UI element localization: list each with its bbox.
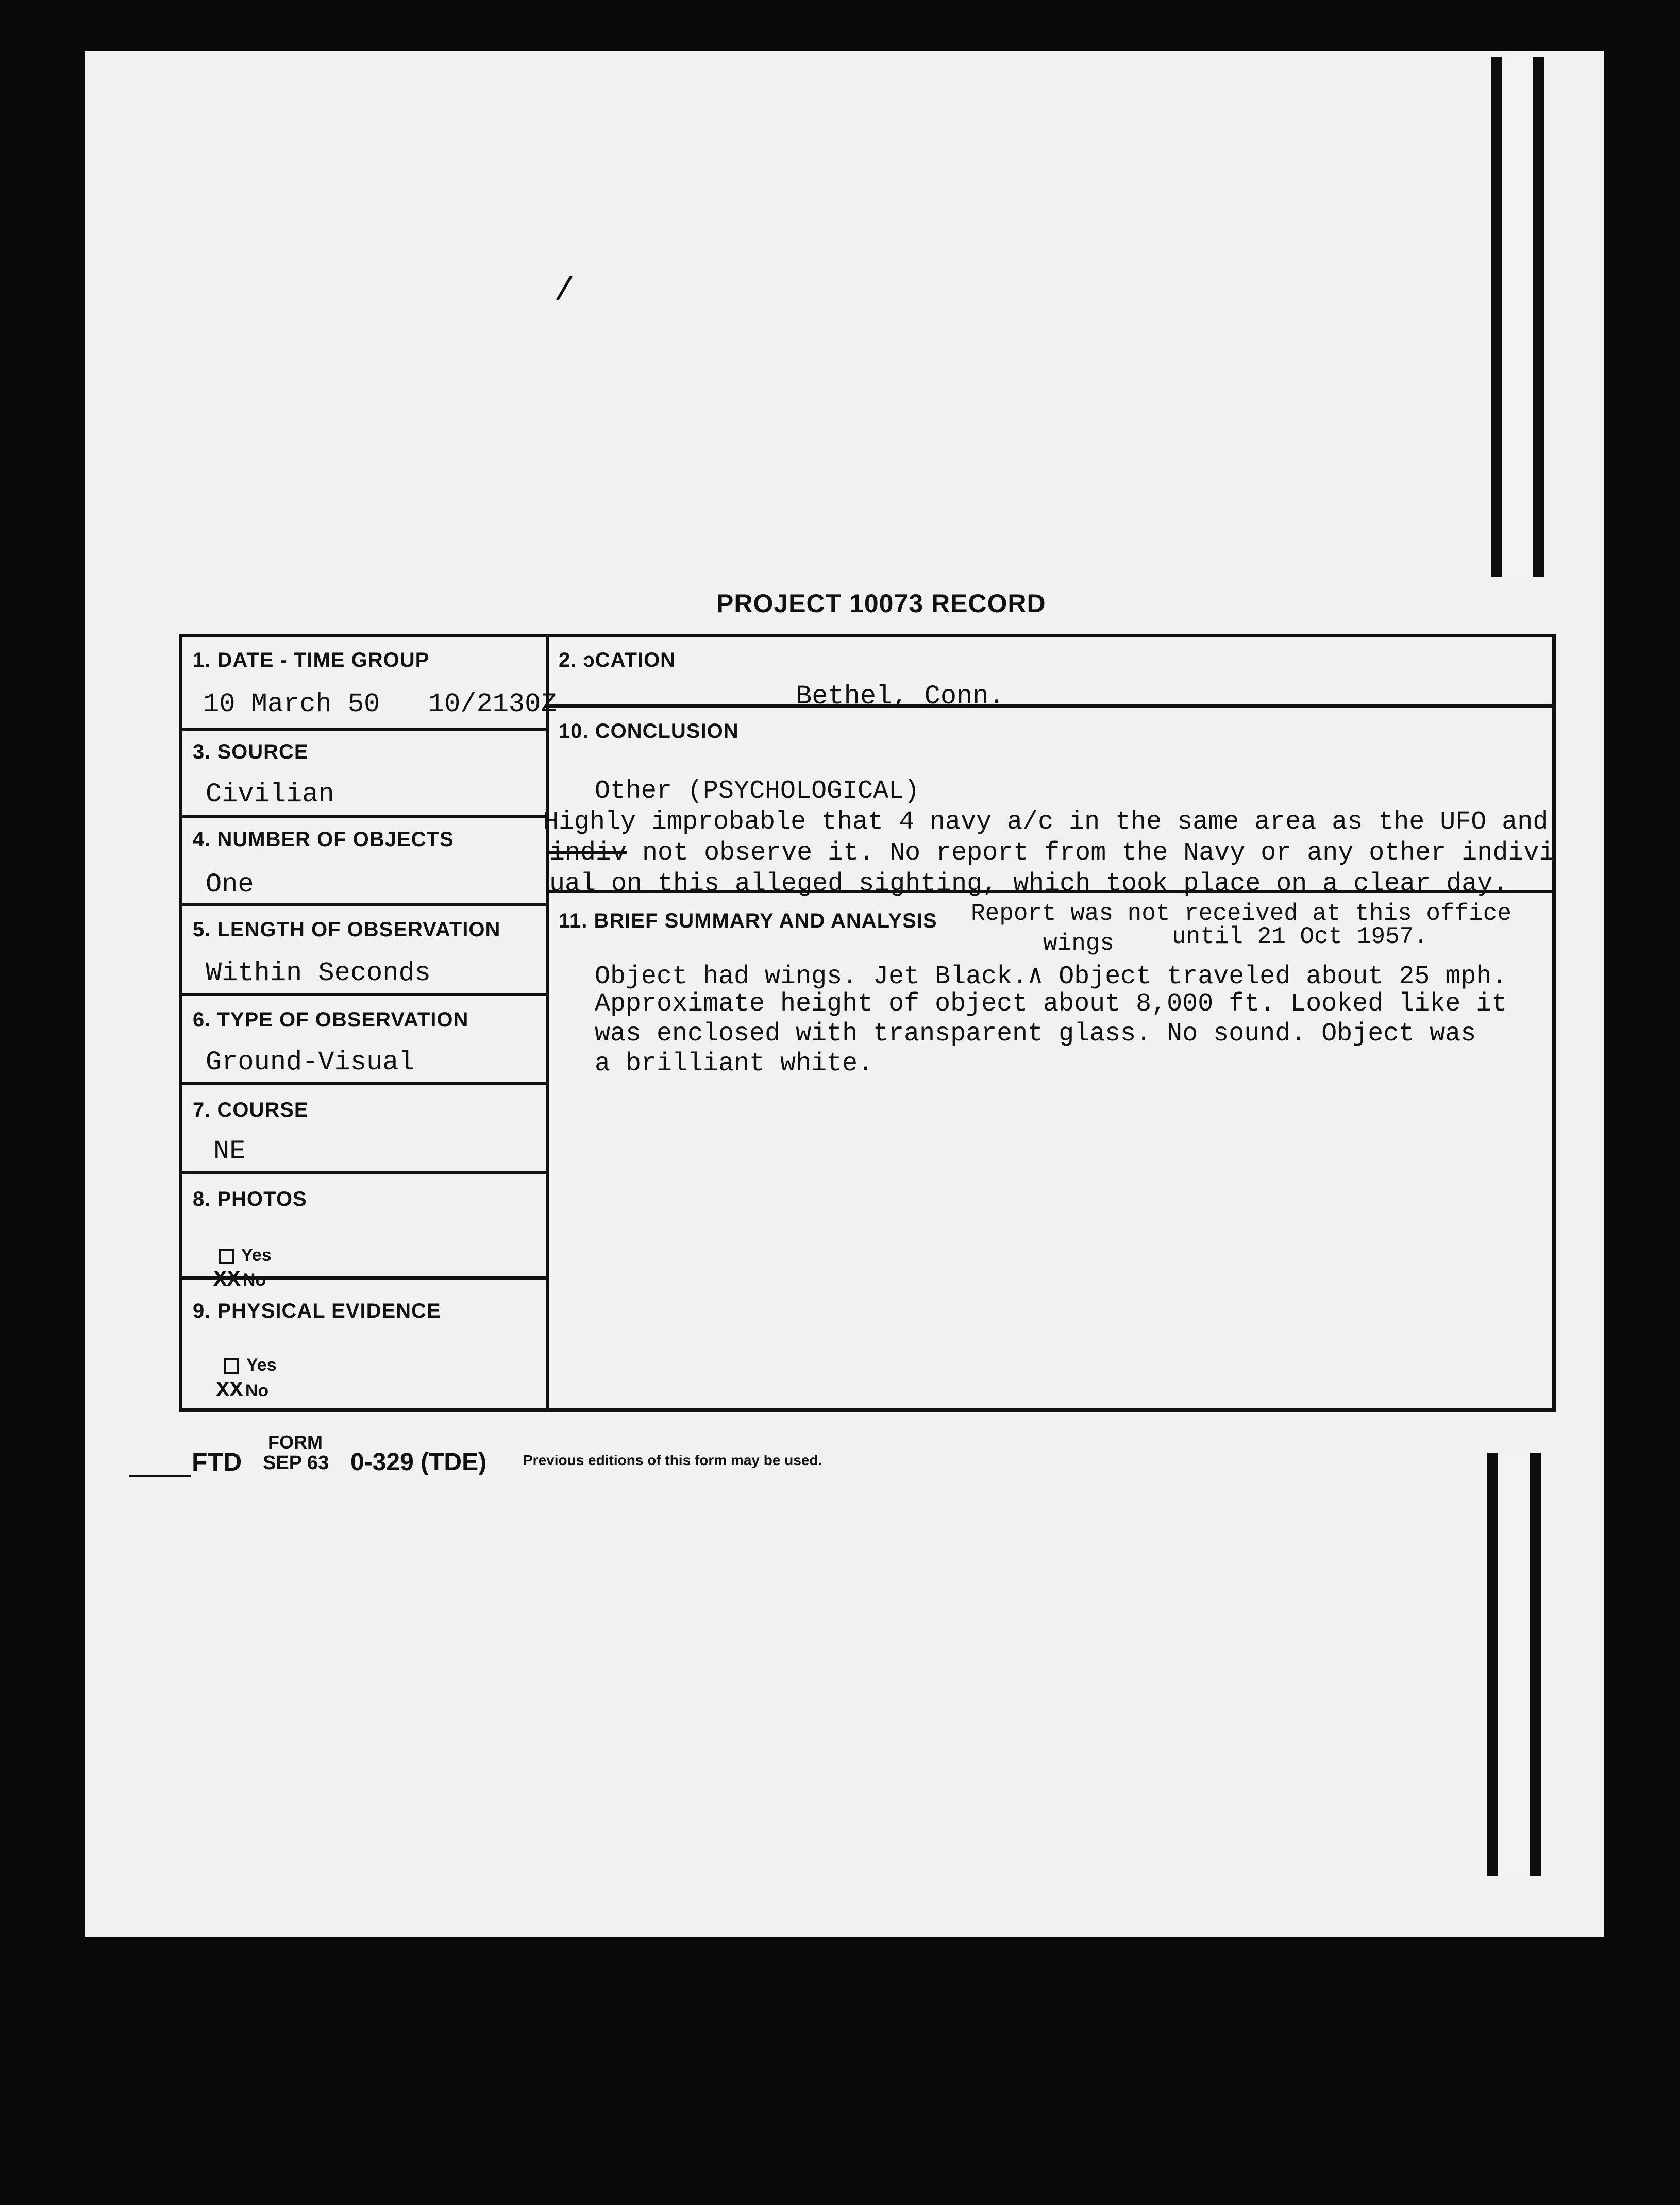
row-divider xyxy=(182,903,549,906)
footer-rule xyxy=(129,1475,191,1477)
form-date: SEP 63 xyxy=(263,1452,329,1474)
film-edge-bottom xyxy=(1487,1453,1541,1876)
form-ftd: FTD xyxy=(192,1447,242,1476)
source-value: Civilian xyxy=(206,779,334,810)
checkbox-icon xyxy=(219,1249,234,1264)
record-form xyxy=(179,634,1556,1412)
date-time-label: 1. DATE - TIME GROUP xyxy=(193,649,430,671)
summary-text-line-3: was enclosed with transparent glass. No sound. Object was xyxy=(595,1019,1476,1049)
type-of-observation-label: 6. TYPE OF OBSERVATION xyxy=(193,1008,469,1031)
summary-text-line-4: a brilliant white. xyxy=(595,1049,873,1079)
struck-word: indiv xyxy=(549,838,627,868)
row-divider xyxy=(182,1082,549,1085)
page-title: PROJECT 10073 RECORD xyxy=(716,589,1046,618)
column-divider xyxy=(546,637,549,1408)
course-label: 7. COURSE xyxy=(193,1099,309,1121)
form-word: FORM xyxy=(268,1432,323,1453)
summary-label: 11. BRIEF SUMMARY AND ANALYSIS xyxy=(559,910,937,932)
type-of-observation-value: Ground-Visual xyxy=(206,1047,415,1078)
conclusion-label: 10. CONCLUSION xyxy=(559,720,739,743)
number-of-objects-value: One xyxy=(206,869,254,900)
physical-evidence-no-option: XX No xyxy=(216,1378,269,1404)
row-divider xyxy=(546,704,1556,708)
conclusion-line-1: Highly improbable that 4 navy a/c in the same area as the UFO and xyxy=(543,807,1549,837)
number-of-objects-label: 4. NUMBER OF OBJECTS xyxy=(193,828,454,851)
course-value: NE xyxy=(213,1136,246,1167)
summary-text-line-1: Object had wings. Jet Black.∧ Object traveled about 25 mph. xyxy=(595,962,1507,991)
stray-mark: / xyxy=(554,267,575,310)
summary-insert: wings xyxy=(1043,930,1115,957)
location-label: 2. ɔCATION xyxy=(559,649,676,671)
physical-evidence-label: 9. PHYSICAL EVIDENCE xyxy=(193,1300,441,1322)
source-label: 3. SOURCE xyxy=(193,740,309,763)
photos-yes-option: Yes xyxy=(219,1245,272,1266)
row-divider xyxy=(182,1171,549,1174)
conclusion-line-3: ual on this alleged sighting, which took place on a clear day. xyxy=(549,869,1508,899)
row-divider xyxy=(182,993,549,996)
summary-report-line-1: Report was not received at this office xyxy=(971,900,1511,927)
conclusion-heading: Other (PSYCHOLOGICAL) xyxy=(595,777,920,806)
location-value: Bethel, Conn. xyxy=(796,681,1005,712)
conclusion-line-2: indiv not observe it. No report from the Navy or any other indivi xyxy=(549,838,1555,868)
film-edge-top xyxy=(1491,57,1544,577)
row-divider xyxy=(182,815,549,818)
form-number: 0-329 (TDE) xyxy=(350,1449,487,1476)
checkbox-icon xyxy=(224,1358,239,1374)
summary-report-line-2: until 21 Oct 1957. xyxy=(1172,923,1428,950)
length-of-observation-label: 5. LENGTH OF OBSERVATION xyxy=(193,918,501,941)
date-time-value: 10 March 50 10/2130Z xyxy=(203,689,557,719)
form-note: Previous editions of this form may be used. xyxy=(523,1452,822,1468)
row-divider xyxy=(182,728,549,731)
summary-text-line-2: Approximate height of object about 8,000 ft. Looked like it xyxy=(595,989,1507,1019)
photos-label: 8. PHOTOS xyxy=(193,1188,307,1210)
physical-evidence-yes-option: Yes xyxy=(224,1355,277,1375)
photos-no-option: XX No xyxy=(213,1267,266,1293)
length-of-observation-value: Within Seconds xyxy=(206,958,431,988)
